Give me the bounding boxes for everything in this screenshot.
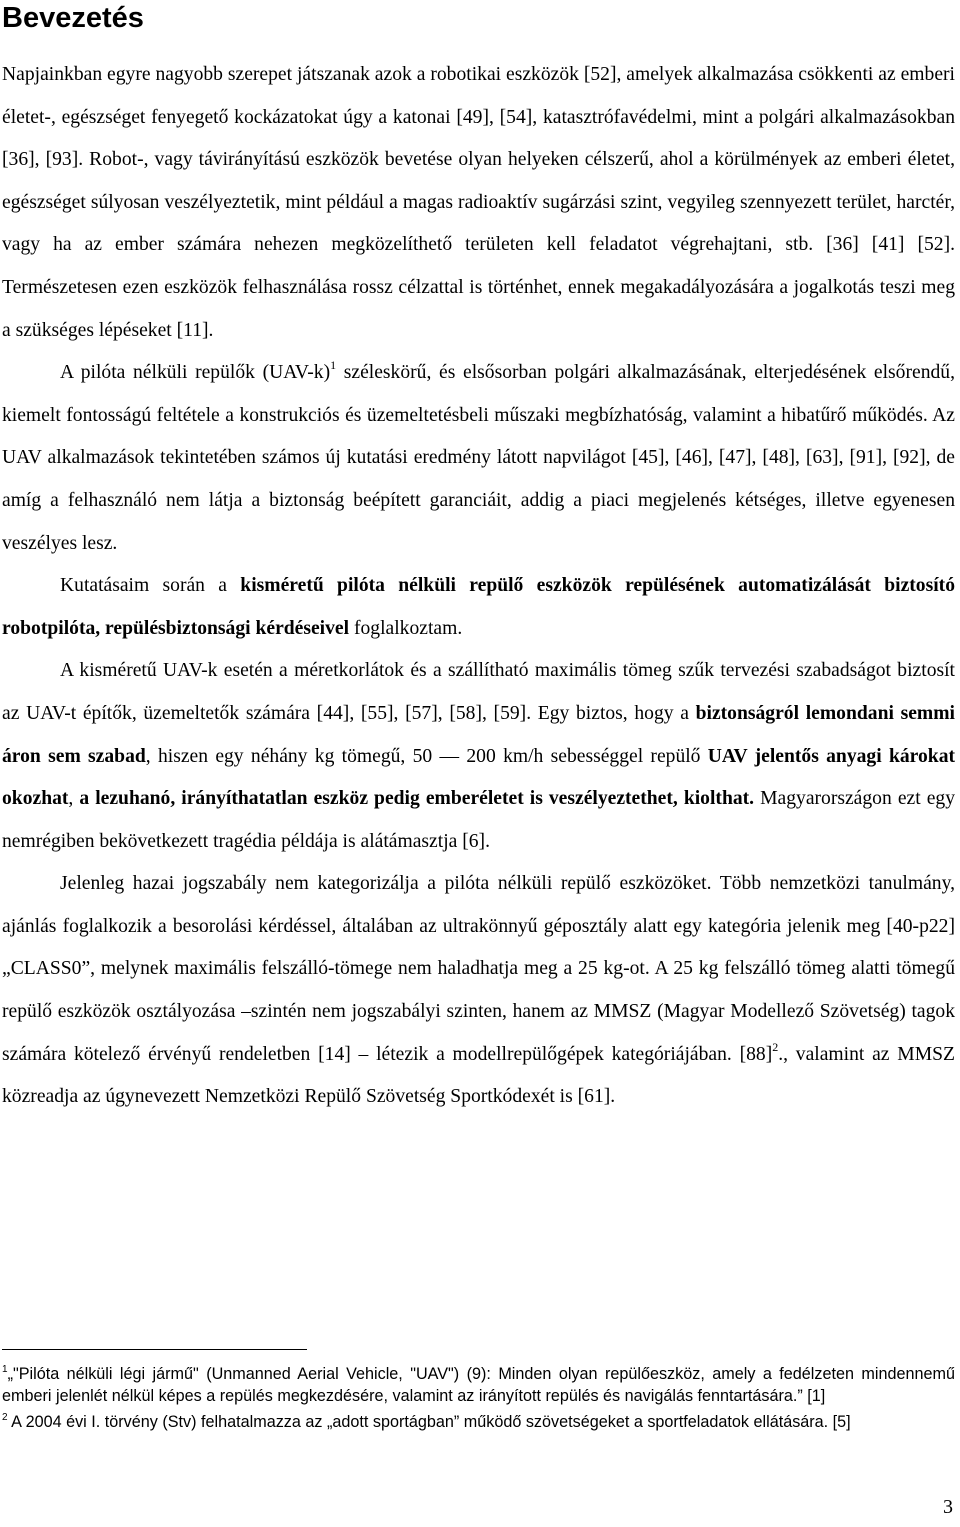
page-number: 3 [943, 1496, 953, 1518]
footnote-divider [2, 1349, 307, 1350]
emphasized-text: kisméretű pilóta nélküli repülő eszközök repülésének automatizálását biztosító robotpilóta, repülésbiztonsági kérdéseivel [2, 575, 955, 639]
text-run: foglalkoztam. [349, 617, 463, 639]
emphasized-text: UAV jelentős anyagi károkat okozhat [2, 745, 956, 810]
text-run: , hiszen egy néhány kg tömegű, 50 — 200 km/h sebességgel repülő [145, 745, 708, 767]
footnotes [2, 1363, 955, 1438]
text-run: Napjainkban egyre nagyobb szerepet játszanak azok a robotikai eszközök [52], amelyek alkalmazása csökkenti az emberi életet-, egészséget fenyegető kockázatokat úgy a katonai [49], [54], katasztrófavédelmi, mint a polgári alkalmazásokban [36], [93]. Robot-, vagy távirányítású eszközök bevetése olyan helyeken célszerű, ahol a körülmények az emberi életet, egészséget súlyosan veszélyeztetik, mint például a magas radioaktív sugárzási szint, vegyileg szennyezett terület, harctér, vagy ha az ember számára nehezen megközelíthető területen kell feladatot végrehajtani, stb. [36] [41] [52]. Természetesen ezen eszközök felhasználása rossz célzattal is történhet, ennek megakadályozására a jogalkotás teszi meg a szükséges lépéseket [11]. [2, 64, 955, 341]
paragraph-2 [2, 352, 955, 565]
footnote-2 [2, 1411, 955, 1433]
emphasized-text: biztonságról lemondani semmi áron sem szabad [2, 702, 955, 767]
text-run: , [68, 788, 80, 810]
text-run: A pilóta nélküli repülők (UAV-k) [60, 362, 331, 384]
text-run: Jelenleg hazai jogszabály nem kategorizálja a pilóta nélküli repülő eszközöket. Több nemzetközi tanulmány, ajánlás foglalkozik a besorolási kérdéssel, általában az ultrakönnyű géposztály alatt egy kategória jelenik meg [40-p22] „CLASS0”, melynek maximális felszálló-tömege nem haladhatja meg a 25 kg-ot. A 25 kg felszálló tömeg alatti tömegű repülő eszközök osztályozása –szintén nem jogszabályi szinten, hanem az MMSZ (Magyar Modellező Szövetség) tagok számára kötelező érvényű rendeletben [14] – létezik a modellrepülőgépek kategóriájában. [88] [2, 873, 955, 1065]
footnote-reference: 2 [772, 1039, 779, 1054]
footnote-marker: 2 [2, 1412, 8, 1424]
paragraph-3 [2, 565, 955, 650]
emphasized-text: a lezuhanó, irányíthatatlan eszköz pedig emberéletet is veszélyeztethet, kiolthat. [79, 788, 755, 810]
text-run: Kutatásaim során a [60, 575, 241, 597]
section-heading: Bevezetés [2, 2, 144, 34]
body-text [2, 54, 955, 1119]
footnote-text: „"Pilóta nélküli légi jármű" (Unmanned Aerial Vehicle, "UAV") (9): Minden olyan repülőeszköz, amely a fedélzeten mindennemű emberi jelenlét nélkül képes a repülés megkezdésére, valamint az irányított repülés és navigálás fenntartására.” [1] [2, 1365, 955, 1406]
text-run: ., valamint az MMSZ közreadja az úgynevezett Nemzetközi Repülő Szövetség Sportkódexét is [61]. [2, 1043, 955, 1108]
paragraph-1 [2, 54, 955, 352]
footnote-1 [2, 1363, 955, 1407]
text-run: széleskörű, és elsősorban polgári alkalmazásának, elterjedésének elsőrendű, kiemelt fontosságú feltétele a konstrukciós és üzemeltetésbeli műszaki megbízhatóság, valamint a hibatűrő működés. Az UAV alkalmazások tekintetében számos új kutatási eredmény látott napvilágot [45], [46], [47], [48], [63], [91], [92], de amíg a felhasználó nem látja a biztonság beépített garanciáit, addig a piaci megjelenés kétséges, illetve egyenesen veszélyes lesz. [2, 362, 955, 554]
footnote-reference: 1 [330, 358, 337, 373]
paragraph-5 [2, 863, 955, 1119]
footnote-marker: 1 [2, 1364, 8, 1375]
paragraph-4 [2, 650, 955, 863]
text-run: A kisméretű UAV-k esetén a méretkorlátok és a szállítható maximális tömeg szűk tervezési szabadságot biztosít az UAV-t építők, üzemeltetők számára [44], [55], [57], [58], [59]. Egy biztos, hogy a [2, 660, 955, 724]
footnote-text: A 2004 évi I. törvény (Stv) felhatalmazza az „adott sportágban” működő szövetségeket a sportfeladatok ellátására. [5] [7, 1413, 851, 1432]
text-run: Magyarországon ezt egy nemrégiben bekövetkezett tragédia példája is alátámasztja [6]. [2, 788, 955, 852]
